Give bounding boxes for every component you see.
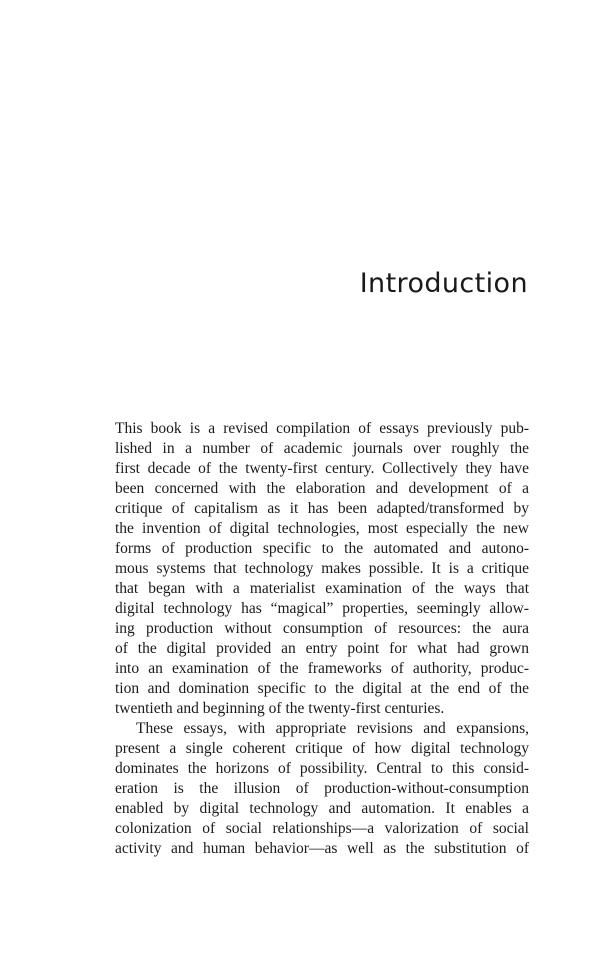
chapter-title: Introduction [359, 268, 528, 299]
text-line: mous systems that technology makes possible. It is a critique [115, 560, 529, 577]
paragraph-2 [115, 719, 529, 859]
text-line: eration is the illusion of production-without-consumption [115, 780, 529, 797]
text-line: dominates the horizons of possibility. Central to this consid- [115, 760, 529, 777]
text-line: colonization of social relationships—a valorization of social [115, 820, 529, 837]
text-line: present a single coherent critique of how digital technology [115, 740, 529, 757]
text-line: This book is a revised compilation of essays previously pub- [115, 420, 529, 437]
paragraph-1 [115, 419, 529, 719]
text-line: tion and domination specific to the digital at the end of the [115, 680, 529, 697]
text-line: digital technology has “magical” properties, seemingly allow- [115, 600, 529, 617]
text-line: first decade of the twenty-first century. Collectively they have [115, 460, 529, 477]
text-line: critique of capitalism as it has been adapted/transformed by [115, 500, 529, 517]
text-line: twentieth and beginning of the twenty-first centuries. [115, 700, 445, 717]
text-line: of the digital provided an entry point for what had grown [115, 640, 529, 657]
text-line: These essays, with appropriate revisions and expansions, [136, 720, 529, 737]
text-line: forms of production specific to the automated and autono- [115, 540, 529, 557]
text-line: lished in a number of academic journals over roughly the [115, 440, 529, 457]
text-line: into an examination of the frameworks of authority, produc- [115, 660, 529, 677]
text-line: been concerned with the elaboration and development of a [115, 480, 529, 497]
text-line: that began with a materialist examination of the ways that [115, 580, 529, 597]
text-line: enabled by digital technology and automation. It enables a [115, 800, 529, 817]
text-line: the invention of digital technologies, most especially the new [115, 520, 529, 537]
text-line: activity and human behavior—as well as the substitution of [115, 840, 529, 857]
text-line: ing production without consumption of resources: the aura [115, 620, 529, 637]
body-text [115, 419, 529, 859]
